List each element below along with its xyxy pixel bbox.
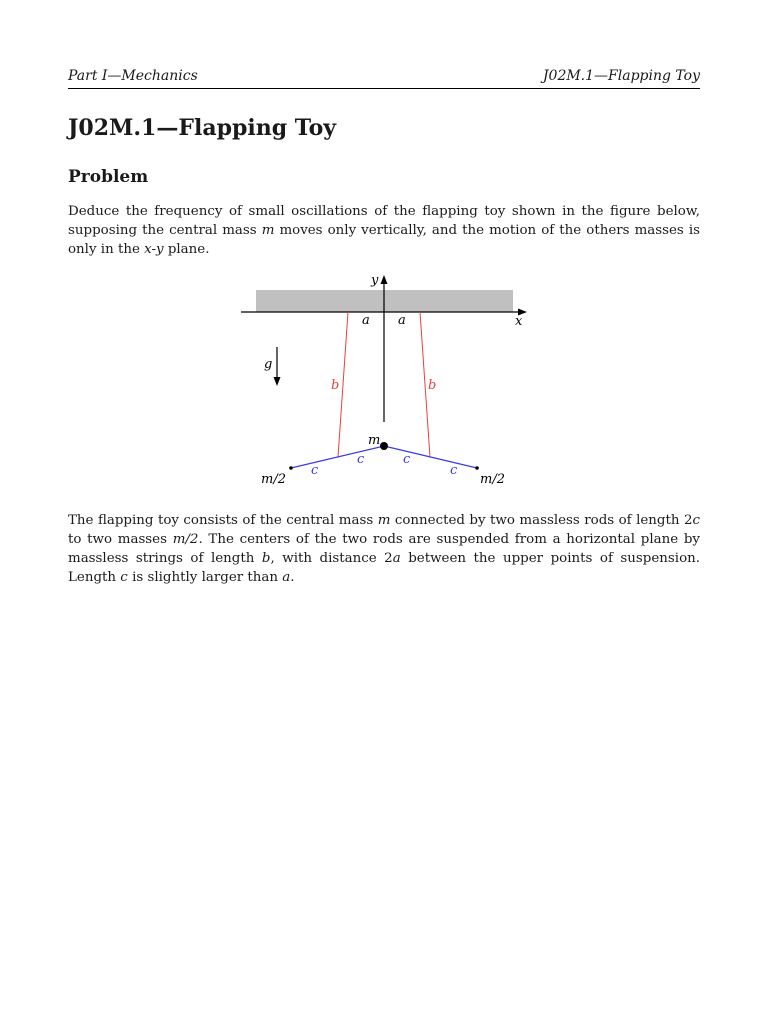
desc-var-b: b [261,551,271,566]
label-c-3: c [403,452,411,467]
desc-text-2: connected by two massless rods of length 2 [394,513,693,528]
label-a-left: a [362,313,370,328]
label-x: x [515,314,523,329]
header-part: Part I—Mechanics [68,68,198,84]
y-axis-arrow [381,275,388,284]
problem-var-m: m [261,223,275,238]
label-g: g [264,357,273,372]
gravity-arrowhead [274,377,281,386]
desc-text-4: . The centers of the two rods are suspended from a horizontal plane by massless strings of length [68,532,700,566]
problem-var-xy: x-y [144,242,164,257]
page-title: J02M.1—Flapping Toy [68,115,337,141]
desc-var-m2: m/2 [172,532,199,547]
mass-right [475,466,479,470]
label-m2-left: m/2 [261,472,286,487]
label-c-2: c [357,452,365,467]
desc-text-8: . [290,570,295,585]
problem-text-2: moves only vertically, and the motion of the others masses is only in the [68,223,700,257]
rod-left [291,446,384,468]
label-y: y [371,273,379,288]
mass-left [289,466,293,470]
desc-text-3: to two masses [68,532,167,547]
desc-text-5: , with distance 2 [270,551,393,566]
label-b-left: b [331,378,340,393]
rod-right [384,446,477,468]
header-problem-id: J02M.1—Flapping Toy [542,68,700,84]
desc-text-6: between the upper points of suspension. Length [68,551,701,585]
label-m2-right: m/2 [480,472,505,487]
desc-var-c: c [692,513,700,528]
desc-var-a: a [392,551,401,566]
toy-description [68,511,700,587]
desc-var-c2: c [120,570,128,585]
central-mass [380,442,388,450]
label-m: m [368,433,381,448]
problem-text-1: Deduce the frequency of small oscillations of the flapping toy shown in the figure below, supposing the central mass [68,204,700,238]
string-left [338,312,348,457]
label-c-1: c [311,463,319,478]
problem-text-3: plane. [167,242,210,257]
desc-text-7: is slightly larger than [132,570,279,585]
desc-var-m: m [377,513,391,528]
label-b-right: b [428,378,437,393]
flapping-toy-figure [0,0,768,500]
label-c-4: c [450,463,458,478]
label-a-right: a [398,313,406,328]
desc-var-a2: a [282,570,291,585]
desc-text-1: The flapping toy consists of the central mass [68,513,374,528]
section-heading: Problem [68,167,149,187]
